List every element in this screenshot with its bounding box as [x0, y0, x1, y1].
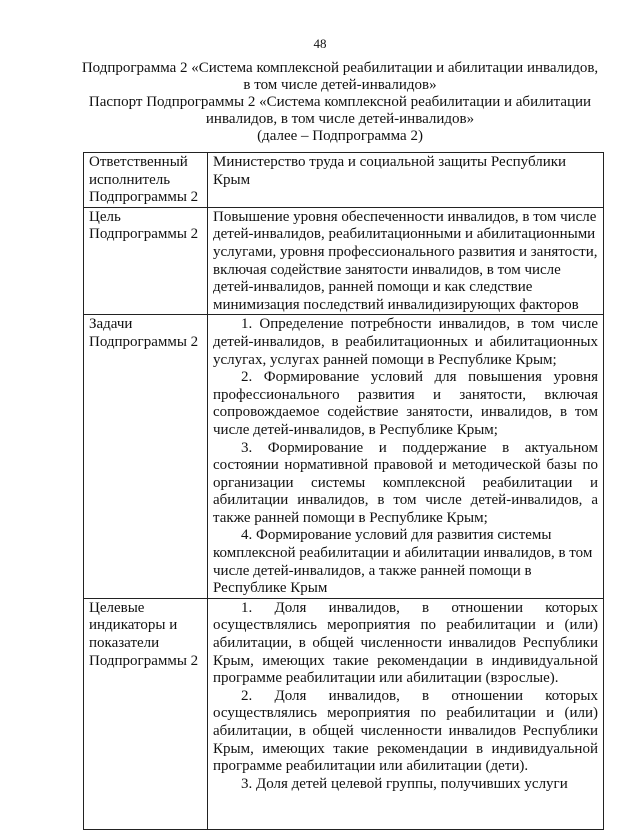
task-item: 3. Формирование и поддержание в актуальном состоянии нормативной правовой и методической базы по организации системы комплексной реабилитации и абилитации инвалидов, в том числе детей-инвалидов, а также ранней помощи в Республике Крым; [213, 439, 598, 526]
indicator-item: 3. Доля детей целевой группы, получивших услуги [241, 775, 568, 792]
table-row-indicators [84, 598, 604, 829]
table-row-responsible [84, 153, 604, 208]
label-text: Цель Подпрограммы 2 [89, 208, 199, 243]
passport-title-line-2: инвалидов, в том числе детей-инвалидов» [205, 111, 475, 127]
document-heading [70, 60, 610, 145]
row-value-indicators [208, 598, 604, 829]
task-item: 4. Формирование условий для развития системы комплексной реабилитации и абилитации инвалидов, в том числе детей-инвалидов, а также ранней помощи в Республике Крым [213, 527, 593, 597]
task-item: 2. Формирование условий для повышения уровня профессионального развития и занятости, включая сопровождаемое содействие занятости, инвалидов, в том числе детей-инвалидов, в Республике Крым; [213, 369, 598, 438]
label-text: Целевые индикаторы и показатели Подпрограммы 2 [89, 599, 199, 669]
row-value-responsible [208, 153, 604, 208]
indicator-list [213, 600, 598, 829]
task-item: 1. Определение потребности инвалидов, в том числе детей-инвалидов, в реабилитационных и абилитационных услугах, услугах ранней помощи в Республике Крым; [213, 316, 598, 368]
row-label-tasks [84, 315, 208, 599]
value-text: Министерство труда и социальной защиты Республики Крым [213, 154, 567, 188]
indicator-item: 1. Доля инвалидов, в отношении которых осуществлялись мероприятия по реабилитации и (или) абилитации, в общей численности инвалидов Республики Крым, имеющих такие рекомендации в индивидуальной программе реабилитации или абилитации (взрослые). [213, 599, 598, 687]
label-text: Задачи Подпрограммы 2 [89, 316, 199, 350]
row-label-goal [84, 207, 208, 315]
row-value-tasks [208, 315, 604, 599]
value-text: Повышение уровня обеспеченности инвалидов, в том числе детей-инвалидов, реабилитационными и абилитационными услугами, уровня профессионального развития и занятости, включая содействие занятости инвалидов, в том числе детей-инвалидов, ранней помощи и как следствие минимизация последствий инвалидизирующих факторов [213, 208, 598, 313]
row-label-indicators [84, 598, 208, 829]
passport-title-abbreviation: (далее – Подпрограмма 2) [257, 128, 423, 144]
indicator-item: 2. Доля инвалидов, в отношении которых осуществлялись мероприятия по реабилитации и (или) абилитации, в общей численности инвалидов Республики Крым, имеющих такие рекомендации в индивидуальной программе реабилитации или абилитации (дети). [213, 687, 598, 775]
passport-table [83, 152, 604, 830]
row-label-responsible [84, 153, 208, 208]
subprogram-title-line-2: в том числе детей-инвалидов» [243, 77, 437, 93]
page-number: 48 [313, 36, 327, 51]
row-value-goal [208, 207, 604, 315]
label-text: Ответственный исполнитель Подпрограммы 2 [89, 154, 199, 206]
table-row-tasks [84, 315, 604, 599]
table-row-goal [84, 207, 604, 315]
subprogram-title-line-1: Подпрограмма 2 «Система комплексной реабилитации и абилитации инвалидов, [81, 60, 599, 76]
passport-title-line-1: Паспорт Подпрограммы 2 «Система комплексной реабилитации и абилитации [88, 94, 592, 110]
